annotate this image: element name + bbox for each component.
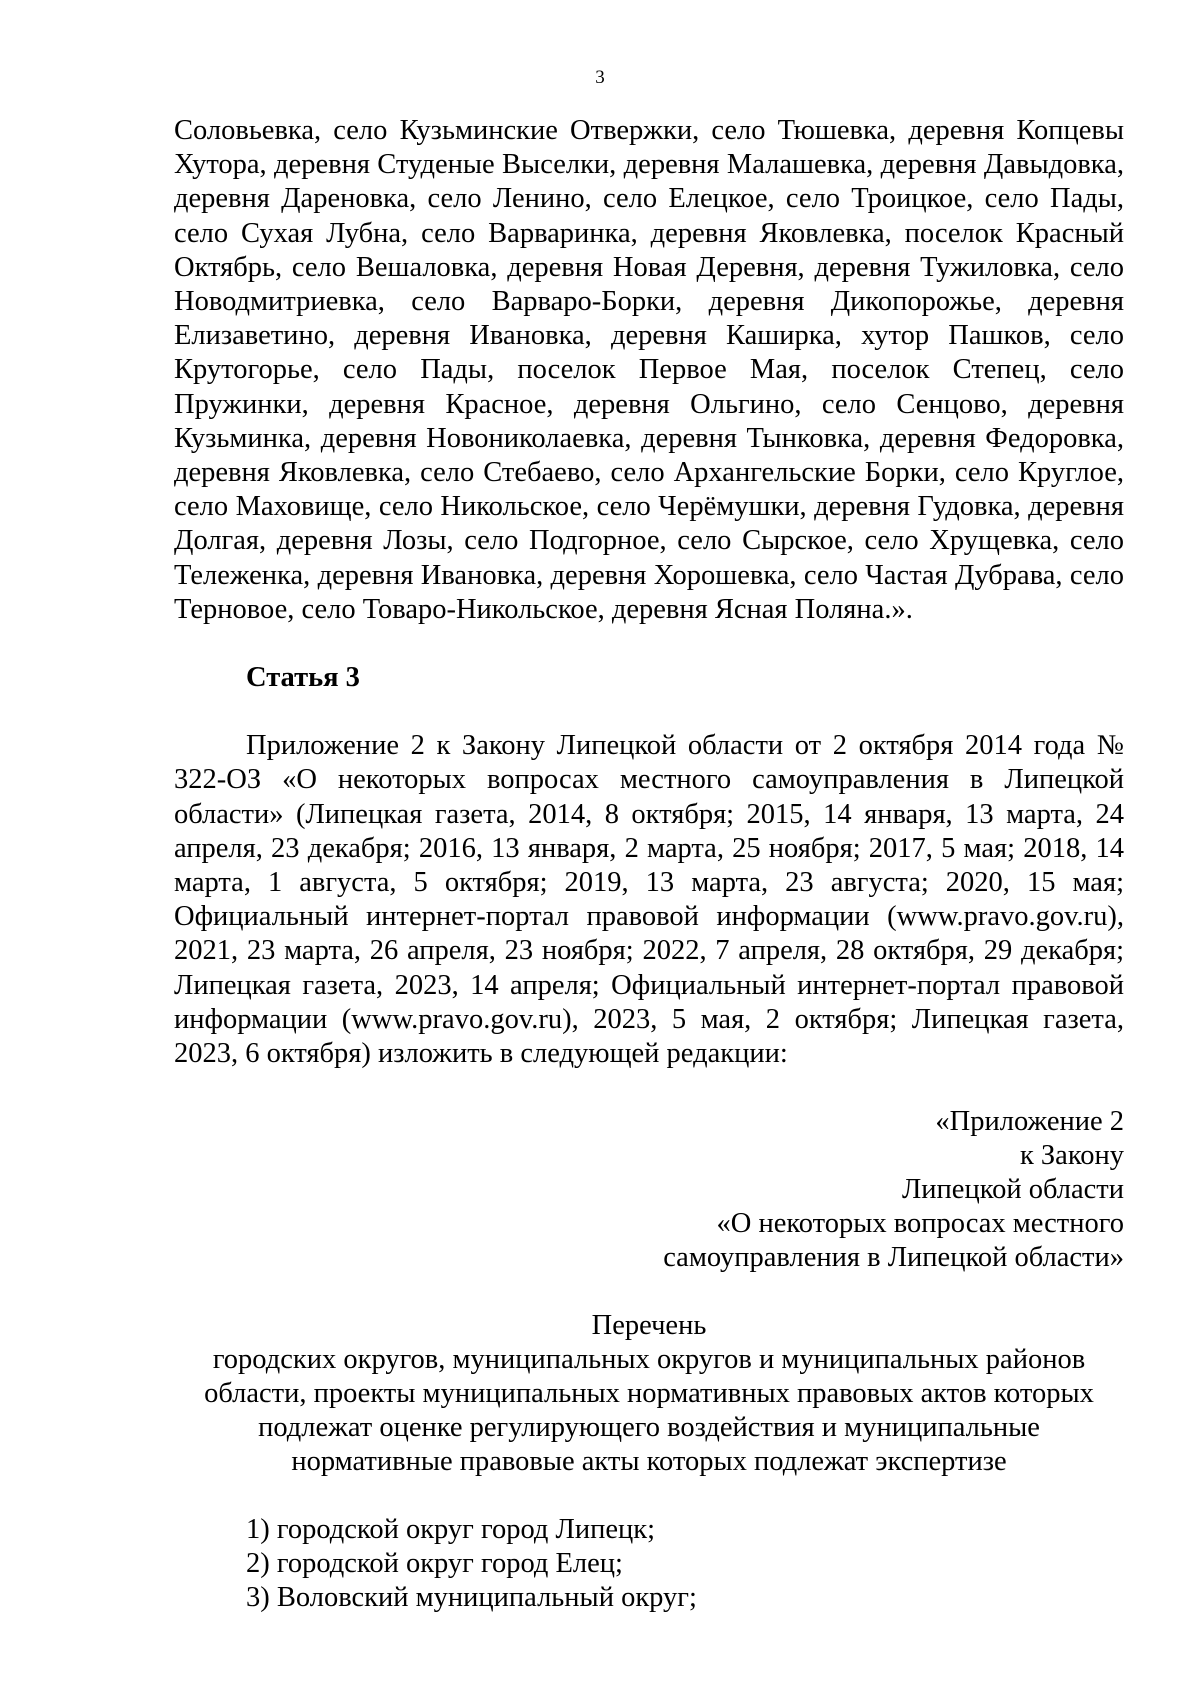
page-number: 3 — [595, 67, 605, 88]
list-item: 1) городской округ город Липецк; — [246, 1514, 656, 1546]
list-title-line: Перечень — [591, 1310, 707, 1342]
list-item: 3) Воловский муниципальный округ; — [246, 1582, 697, 1614]
appendix-header-line: Липецкой области — [901, 1174, 1124, 1206]
appendix-header — [174, 1105, 1124, 1275]
list-item: 2) городской округ город Елец; — [246, 1548, 623, 1580]
list-title-line: подлежат оценке регулирующего воздействия и муниципальные — [258, 1412, 1040, 1444]
appendix-header-line: к Закону — [1019, 1140, 1124, 1172]
article-paragraph: Приложение 2 к Закону Липецкой области от 2 октября 2014 года № 322-ОЗ «О некоторых вопросах местного самоуправления в Липецкой области» (Липецкая газета, 2014, 8 октября; 2015, 14 января, 13 марта, 24 апреля, 23 декабря; 2016, 13 января, 2 марта, 25 ноября; 2017, 5 мая; 2018, 14 марта, 1 августа, 5 октября; 2019, 13 марта, 23 августа; 2020, 15 мая; Официальный интернет-портал правовой информации (www.pravo.gov.ru), 2021, 23 марта, 26 апреля, 23 ноября; 2022, 7 апреля, 28 октября, 29 декабря; Липецкая газета, 2023, 14 апреля; Официальный интернет-портал правовой информации (www.pravo.gov.ru), 2023, 5 мая, 2 октября; Липецкая газета, 2023, 6 октября) изложить в следующей редакции: — [174, 730, 1124, 1070]
article-heading: Статья 3 — [246, 662, 360, 694]
appendix-header-line: «О некоторых вопросах местного — [716, 1208, 1124, 1240]
document-body — [174, 114, 1124, 1615]
districts-list — [174, 1513, 1124, 1615]
appendix-header-line: самоуправления в Липецкой области» — [663, 1242, 1124, 1274]
list-title-line: городских округов, муниципальных округов и муниципальных районов — [212, 1344, 1086, 1376]
continuation-paragraph: Соловьевка, село Кузьминские Отвержки, село Тюшевка, деревня Копцевы Хутора, деревня Студеные Выселки, деревня Малашевка, деревня Давыдовка, деревня Дареновка, село Ленино, село Елецкое, село Троицкое, село Пады, село Сухая Лубна, село Варваринка, деревня Яковлевка, поселок Красный Октябрь, село Вешаловка, деревня Новая Деревня, деревня Тужиловка, село Новодмитриевка, село Варваро-Борки, деревня Дикопорожье, деревня Елизаветино, деревня Ивановка, деревня Каширка, хутор Пашков, село Крутогорье, село Пады, поселок Первое Мая, поселок Степец, село Пружинки, деревня Красное, деревня Ольгино, село Сенцово, деревня Кузьминка, деревня Новониколаевка, деревня Тынковка, деревня Федоровка, деревня Яковлевка, село Стебаево, село Архангельские Борки, село Круглое, село Маховище, село Никольское, село Черёмушки, деревня Гудовка, деревня Долгая, деревня Лозы, село Подгорное, село Сырское, село Хрущевка, село Тележенка, деревня Ивановка, деревня Хорошевка, село Частая Дубрава, село Терновое, село Товаро-Никольское, деревня Ясная Поляна.». — [174, 115, 1124, 625]
list-title — [174, 1309, 1124, 1479]
list-title-line: нормативные правовые акты которых подлежат экспертизе — [291, 1446, 1007, 1478]
list-title-line: области, проекты муниципальных нормативных правовых актов которых — [204, 1378, 1094, 1410]
appendix-header-line: «Приложение 2 — [935, 1106, 1124, 1138]
